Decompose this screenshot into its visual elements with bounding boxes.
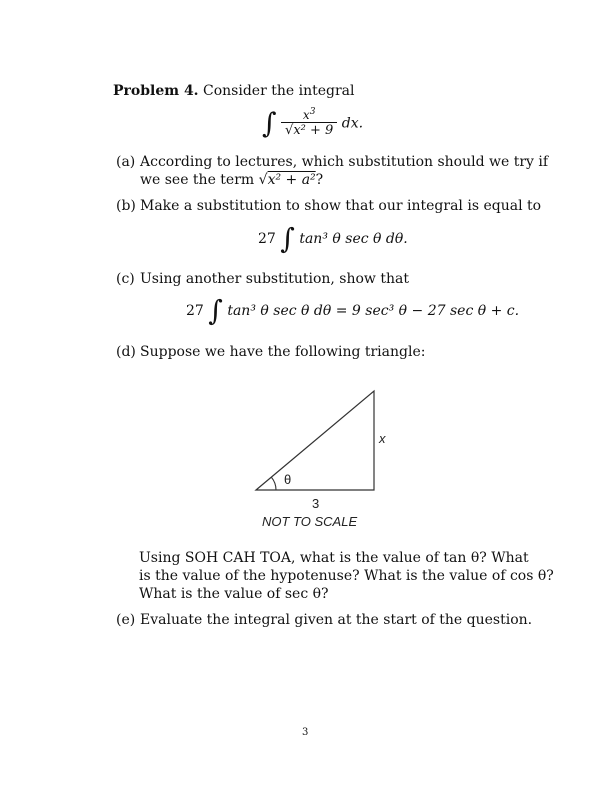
problem-number: Problem 4. (113, 83, 199, 99)
angle-arc (271, 477, 276, 490)
not-to-scale-caption: NOT TO SCALE (262, 514, 358, 529)
part-b-text: Make a substitution to show that our integral is equal to (140, 198, 542, 214)
part-d-question-line1: Using SOH CAH TOA, what is the value of tan θ? What (139, 550, 529, 566)
part-b-integral (258, 222, 408, 255)
part-c-label: (c) (116, 271, 135, 287)
angle-theta-label: θ (284, 472, 292, 487)
problem-intro: Consider the integral (203, 83, 355, 99)
part-c-equation (186, 294, 520, 327)
page-number: 3 (302, 727, 309, 738)
part-a-label: (a) (116, 154, 136, 170)
integral-differential: dx. (341, 115, 364, 132)
triangle-figure (240, 380, 410, 540)
part-d-label: (d) (116, 344, 136, 360)
part-b-coef: 27 (258, 231, 276, 247)
integral-sign: ∫ (262, 106, 277, 140)
part-c-coef: 27 (186, 303, 204, 319)
part-b-integrand: tan³ θ sec θ dθ. (299, 231, 408, 247)
integral-fraction: $\frac{x^3}{\text{√x² + 9}}$ (281, 108, 337, 139)
part-e-label: (e) (116, 612, 136, 628)
part-a-line2: we see the term √x² + a²? (140, 172, 324, 188)
integral-sign: ∫ (280, 222, 295, 255)
right-triangle (256, 391, 374, 490)
part-a-line1: According to lectures, which substitution should we try if (140, 154, 549, 170)
part-c-result: = 9 sec³ θ − 27 sec θ + c. (335, 303, 520, 319)
part-c-text: Using another substitution, show that (140, 271, 409, 287)
integral-sign: ∫ (208, 294, 223, 327)
part-c-integrand: tan³ θ sec θ dθ (227, 303, 332, 319)
part-d-text: Suppose we have the following triangle: (140, 344, 426, 360)
main-integral (262, 108, 363, 139)
part-a-term: x² + a² (267, 172, 316, 188)
adjacent-side-label: 3 (312, 496, 320, 511)
part-d-question-line3: What is the value of sec θ? (139, 586, 329, 602)
part-e-text: Evaluate the integral given at the start of the question. (140, 612, 533, 628)
part-a-prefix: we see the term (140, 172, 255, 188)
problem-heading (113, 82, 355, 100)
fraction-numerator: x (302, 108, 310, 122)
opposite-side-label: x (379, 431, 386, 446)
fraction-denominator: x² + 9 (293, 123, 334, 138)
part-d-question-line2: is the value of the hypotenuse? What is the value of cos θ? (139, 568, 554, 584)
numerator-exponent: 3 (309, 107, 316, 117)
part-b-label: (b) (116, 198, 136, 214)
part-a-suffix: ? (315, 172, 324, 188)
